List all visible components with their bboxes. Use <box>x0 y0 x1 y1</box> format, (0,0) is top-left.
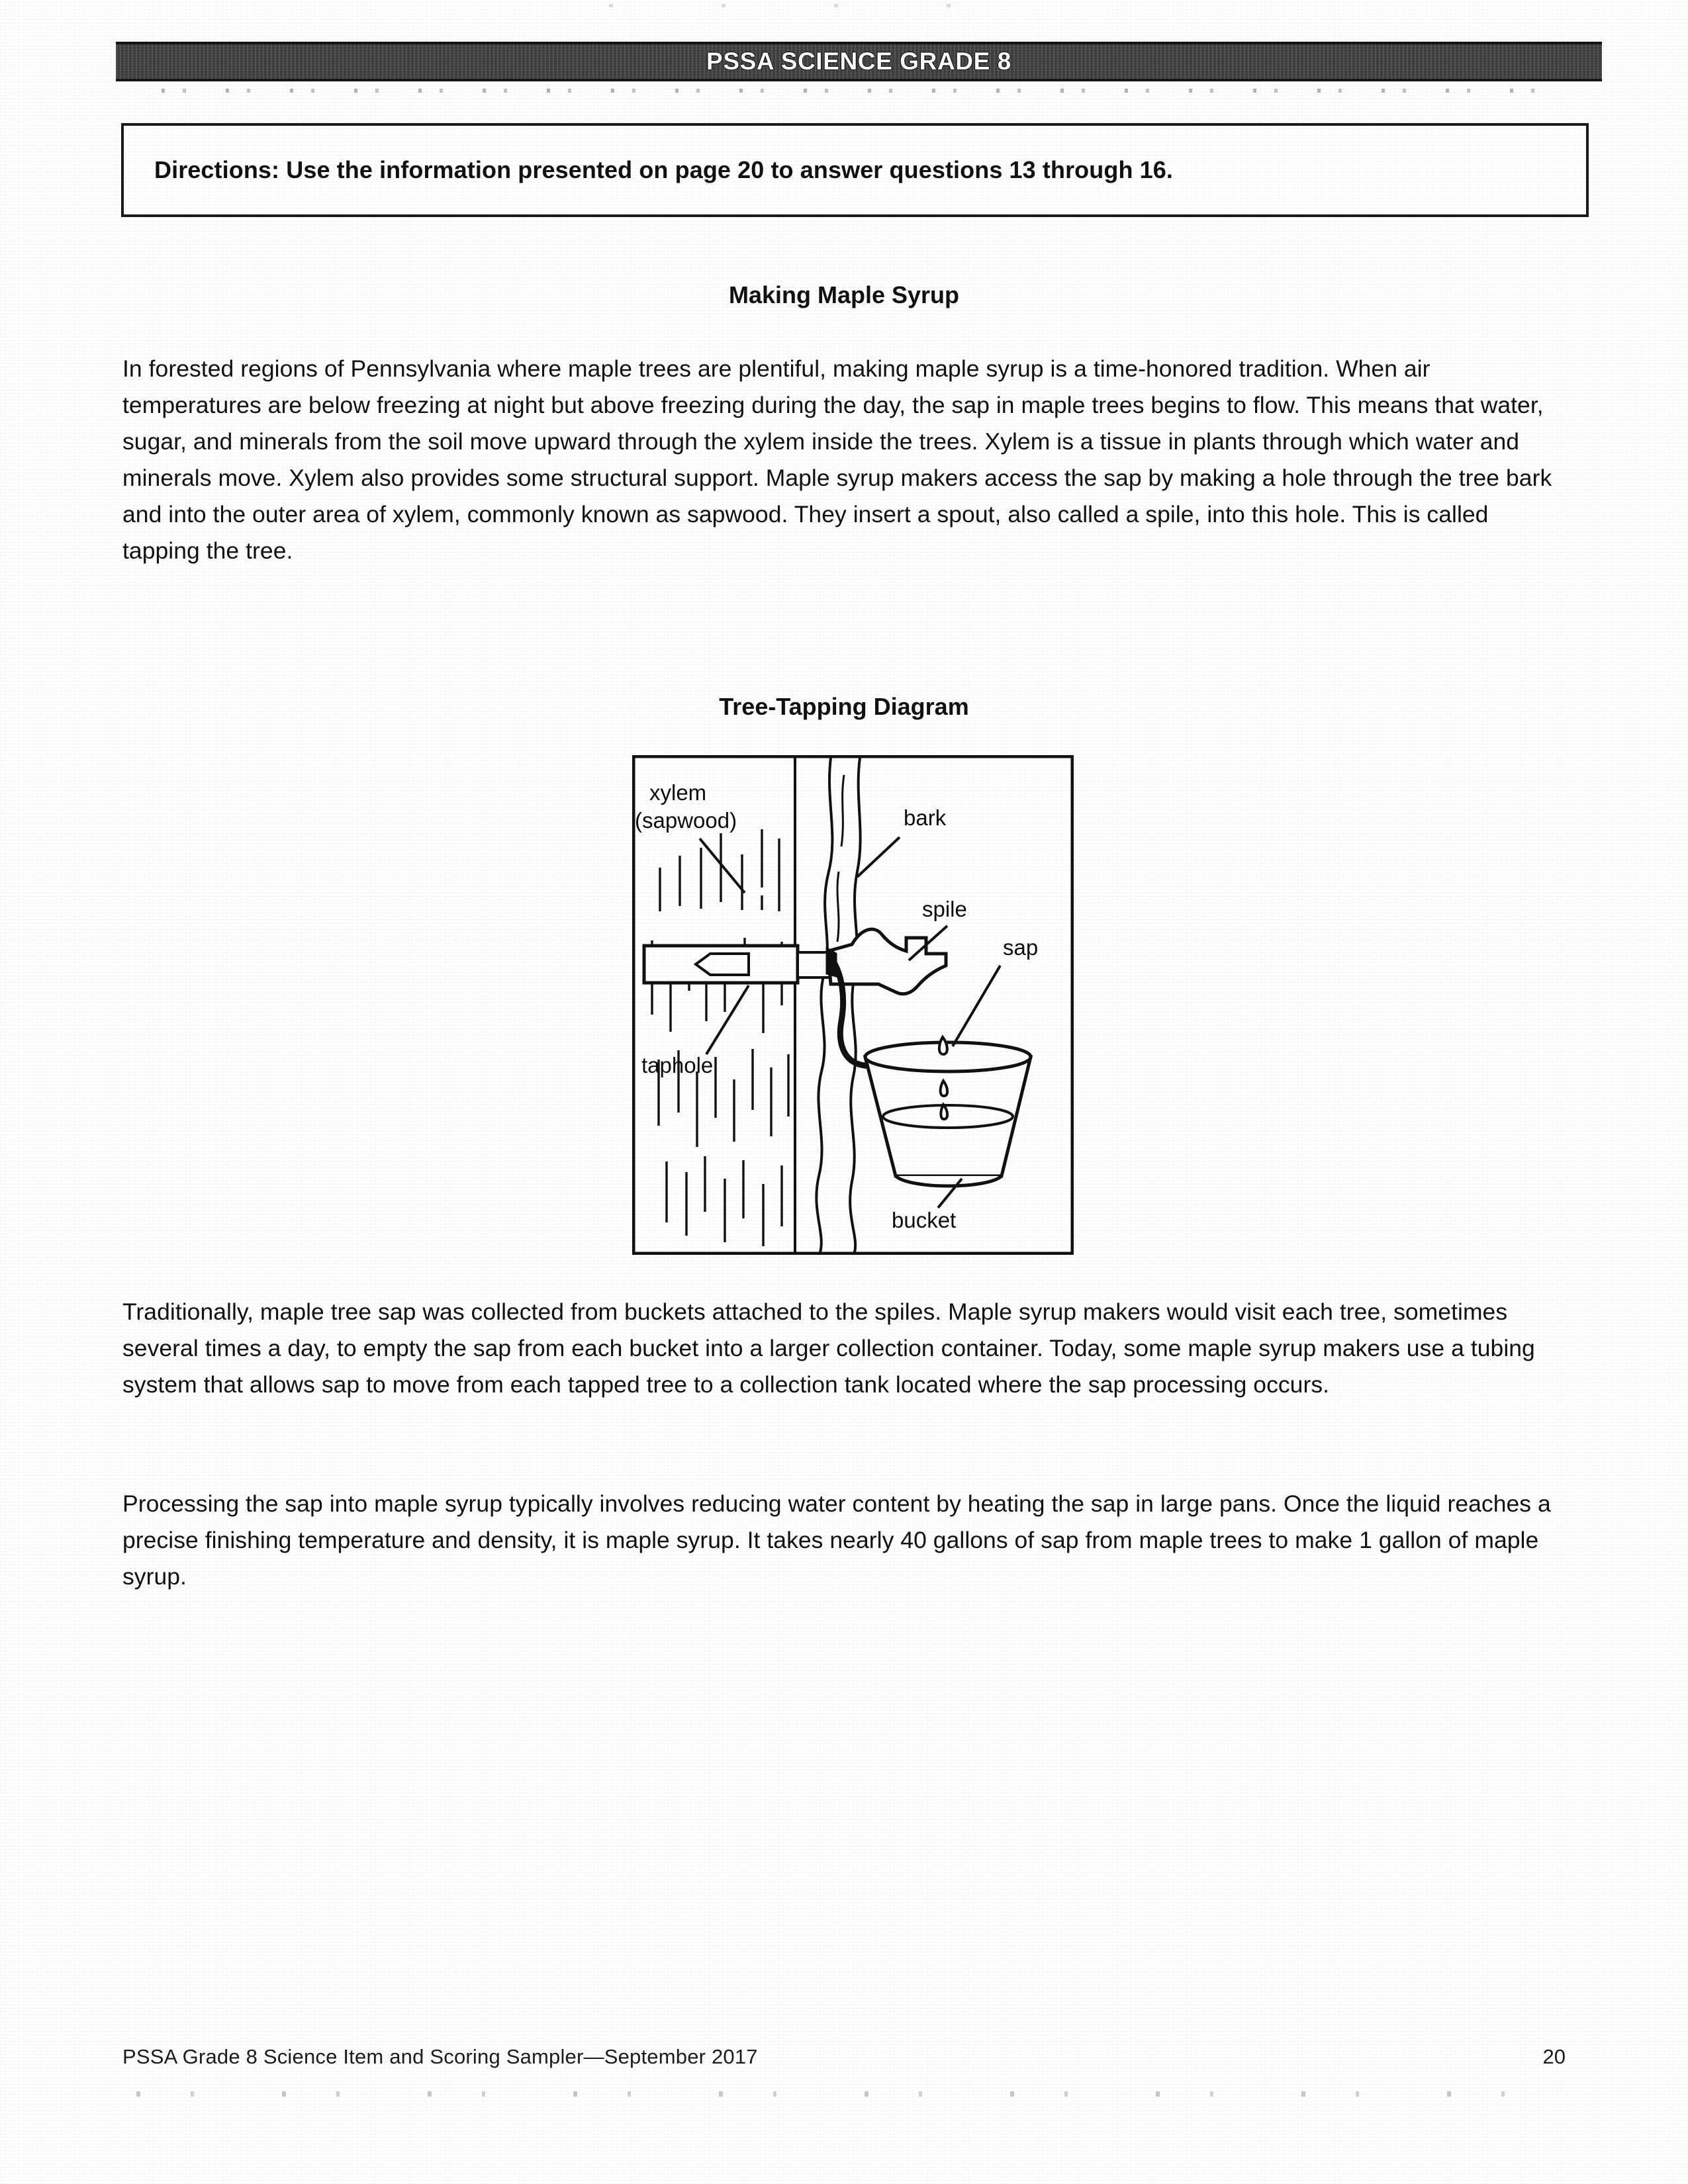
diagram-title: Tree-Tapping Diagram <box>719 693 969 720</box>
paragraph-text: Traditionally, maple tree sap was collected from buckets attached to the spiles. Maple syrup makers would visit each tree, sometimes several times a day, to empty the sap from each bucket into a larger collection container. Today, some maple syrup makers use a tubing system that allows sap to move from each tapped tree to a collection tank located where the sap processing occurs. <box>122 1298 1535 1398</box>
label-xylem-line2: (sapwood) <box>635 808 737 833</box>
label-taphole: taphole <box>641 1053 714 1077</box>
banner-title: PSSA SCIENCE GRADE 8 <box>706 48 1011 75</box>
label-xylem-line1: xylem <box>649 780 707 805</box>
tree-tapping-diagram <box>632 755 1074 1255</box>
passage-paragraph-processing <box>122 1486 1566 1595</box>
footer-page-number: 20 <box>1542 2045 1566 2068</box>
page-header-banner <box>116 42 1602 81</box>
paragraph-text: In forested regions of Pennsylvania where maple trees are plentiful, making maple syrup is a time-honored tradition. When air temperatures are below freezing at night but above freezing during the day, the sap in maple trees begins to flow. This means that water, sugar, and minerals from the soil move upward through the xylem inside the trees. Xylem is a tissue in plants through which water and minerals move. Xylem also provides some structural support. Maple syrup makers access the sap by making a hole through the tree bark and into the outer area of xylem, commonly known as sapwood. They insert a spout, also called a spile, into this hole. This is called tapping the tree. <box>122 355 1552 564</box>
label-sap: sap <box>1003 935 1039 960</box>
taphole-channel <box>644 946 831 983</box>
label-bucket: bucket <box>892 1208 957 1232</box>
scan-artifact-top <box>569 4 993 7</box>
bark-fissure-2 <box>837 872 839 942</box>
directions-box <box>121 123 1589 217</box>
spile-inner-tip <box>696 954 749 975</box>
passage-title: Making Maple Syrup <box>728 281 960 308</box>
scan-artifact-under-banner <box>152 89 1542 93</box>
page-footer <box>122 2045 1566 2069</box>
scan-artifact-footer <box>113 2091 1589 2097</box>
label-spile: spile <box>922 897 967 921</box>
directions-text: Directions: Use the information presented on page 20 to answer questions 13 through 16. <box>154 156 1173 183</box>
label-bark: bark <box>904 805 947 830</box>
passage-paragraph-traditional <box>122 1294 1566 1403</box>
paragraph-text: Processing the sap into maple syrup typically involves reducing water content by heating the sap in large pans. Once the liquid reaches a precise finishing temperature and density, it is maple syrup. It takes nearly 40 gallons of sap from maple trees to make 1 gallon of maple syrup. <box>122 1490 1551 1590</box>
passage-paragraph-intro <box>122 351 1566 569</box>
footer-source-note: PSSA Grade 8 Science Item and Scoring Sampler—September 2017 <box>122 2045 758 2068</box>
